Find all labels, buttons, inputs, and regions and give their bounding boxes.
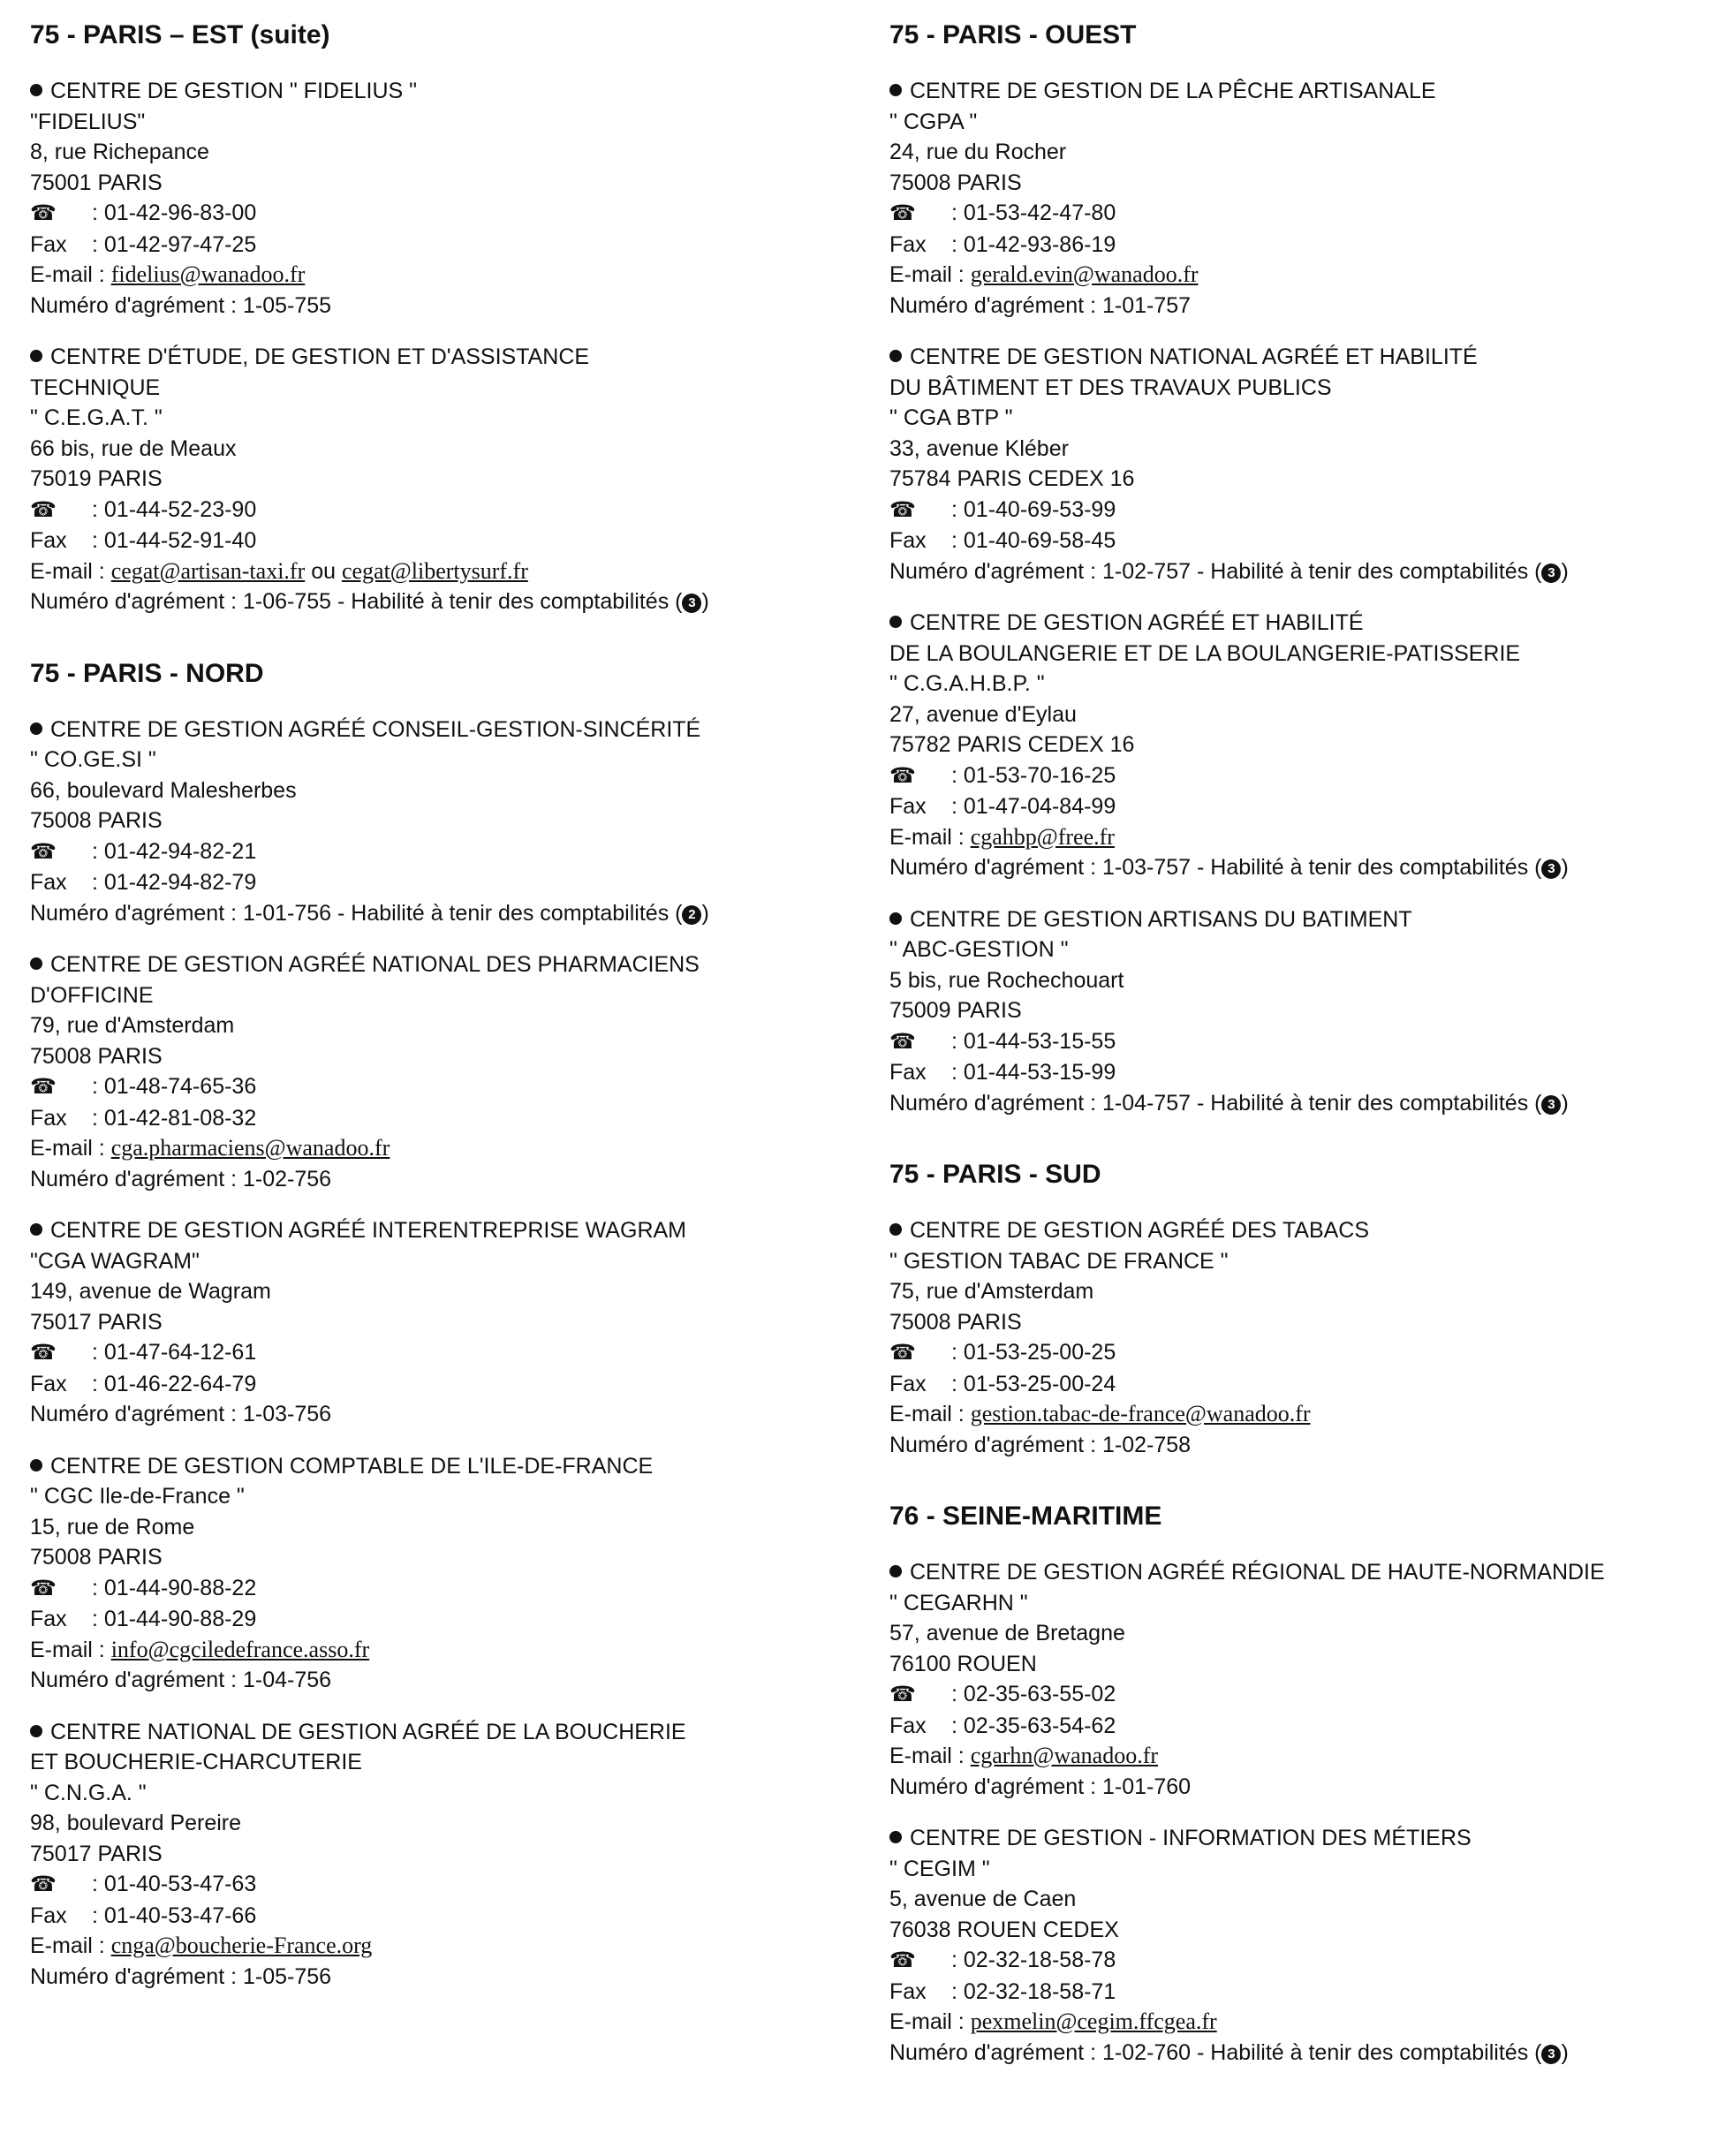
bullet-icon — [30, 1459, 42, 1471]
habilitation-note: - Habilité à tenir des comptabilités ( — [1191, 2039, 1542, 2065]
habilitation-note: - Habilité à tenir des comptabilités ( — [1191, 855, 1542, 880]
bullet-icon — [889, 616, 902, 628]
agrement-number: Numéro d'agrément : 1-02-757 — [889, 558, 1192, 584]
entry-name: CENTRE DE GESTION ARTISANS DU BATIMENT — [910, 906, 1412, 932]
entry-agrement-line — [30, 898, 860, 929]
section-title: 75 - PARIS - SUD — [889, 1160, 1101, 1189]
entry-address: 24, rue du Rocher — [889, 140, 1067, 164]
directory-entry — [889, 608, 1702, 883]
phone-icon: ☎ — [30, 839, 57, 864]
section — [30, 19, 860, 617]
email-link[interactable]: info@cgciledefrance.asso.fr — [110, 1636, 370, 1662]
entry-agrement-line — [30, 1399, 860, 1430]
entry-phone: : 01-48-74-65-36 — [92, 1074, 257, 1099]
phone-icon: ☎ — [889, 201, 916, 225]
entry-agrement-line — [889, 2038, 1702, 2069]
habilitation-close: ) — [701, 900, 709, 926]
entry-name-line — [30, 342, 860, 373]
entry-phone-line — [30, 836, 860, 868]
entry-fax: : 01-46-22-64-79 — [92, 1371, 257, 1396]
entry-abbreviation: " CEGARHN " — [889, 1590, 1028, 1615]
phone-icon: ☎ — [30, 201, 57, 225]
bullet-icon — [30, 84, 42, 96]
directory-entry — [889, 76, 1702, 321]
agrement-number: Numéro d'agrément : 1-03-757 — [889, 855, 1192, 880]
fax-label: Fax — [889, 1371, 927, 1396]
entry-name: CENTRE DE GESTION AGRÉÉ DES TABACS — [910, 1218, 1370, 1243]
entry-city: 75782 PARIS CEDEX 16 — [889, 732, 1135, 757]
entry-agrement-line — [30, 586, 860, 617]
email-link-secondary[interactable]: cegat@libertysurf.fr — [341, 557, 528, 584]
directory-entry — [889, 1823, 1702, 2068]
email-link[interactable]: gerald.evin@wanadoo.fr — [970, 261, 1199, 287]
entry-agrement-line — [889, 1088, 1702, 1119]
section — [889, 1159, 1702, 1460]
section — [889, 1501, 1702, 2068]
entry-address: 98, boulevard Pereire — [30, 1811, 242, 1835]
entry-phone-line — [889, 198, 1702, 230]
entry-name-line — [30, 373, 860, 404]
entry-abbreviation: " GESTION TABAC DE FRANCE " — [889, 1248, 1229, 1274]
section-title: 75 - PARIS - OUEST — [889, 20, 1137, 49]
entry-name: CENTRE DE GESTION AGRÉÉ RÉGIONAL DE HAUTE-NORMANDIE — [910, 1560, 1605, 1585]
entry-name: CENTRE DE GESTION AGRÉÉ ET HABILITÉ — [910, 610, 1364, 635]
fax-label: Fax — [889, 1060, 927, 1085]
entry-phone-line — [30, 1573, 860, 1605]
entry-phone-line — [30, 1869, 860, 1901]
entry-name-line — [30, 1747, 860, 1778]
directory-entry — [30, 1215, 860, 1430]
entry-abbreviation: " CO.GE.SI " — [30, 747, 156, 772]
entry-city: 75009 PARIS — [889, 998, 1022, 1023]
entry-city: 75001 PARIS — [30, 170, 163, 195]
email-link[interactable]: cegat@artisan-taxi.fr — [110, 557, 306, 584]
entry-phone: : 01-44-53-15-55 — [951, 1028, 1116, 1054]
phone-icon: ☎ — [30, 1872, 57, 1896]
entry-name: CENTRE D'ÉTUDE, DE GESTION ET D'ASSISTANCE — [50, 344, 590, 369]
entry-abbreviation: " CGPA " — [889, 109, 978, 134]
email-label: E-mail : — [889, 824, 971, 850]
bullet-icon — [889, 1223, 902, 1236]
entry-abbreviation: " CEGIM " — [889, 1856, 990, 1881]
agrement-number: Numéro d'agrément : 1-01-757 — [889, 292, 1192, 318]
entry-fax: : 01-44-52-91-40 — [92, 528, 257, 553]
agrement-number: Numéro d'agrément : 1-05-755 — [30, 292, 332, 318]
entry-fax: : 01-42-81-08-32 — [92, 1105, 257, 1131]
entry-name-line — [889, 639, 1702, 669]
email-label: E-mail : — [889, 262, 971, 287]
entry-abbreviation: " C.G.A.H.B.P. " — [889, 671, 1045, 696]
entry-fax-line — [30, 1604, 860, 1635]
bullet-icon — [30, 957, 42, 970]
entry-phone: : 02-32-18-58-78 — [951, 1948, 1116, 1972]
agrement-number: Numéro d'agrément : 1-01-760 — [889, 1774, 1192, 1799]
habilitation-close: ) — [701, 589, 709, 614]
entry-agrement-line — [889, 291, 1702, 322]
entry-fax-line — [889, 791, 1702, 822]
entry-email-line — [889, 1399, 1702, 1430]
entry-phone-line — [889, 1337, 1702, 1369]
directory-entry — [30, 1451, 860, 1696]
email-link[interactable]: cgarhn@wanadoo.fr — [970, 1743, 1159, 1768]
agrement-number: Numéro d'agrément : 1-04-757 — [889, 1090, 1192, 1116]
entry-agrement-line — [889, 852, 1702, 883]
entry-email-line — [889, 2007, 1702, 2038]
phone-icon: ☎ — [889, 1683, 916, 1706]
entry-phone: : 01-40-53-47-63 — [92, 1872, 257, 1896]
entry-name-line — [30, 980, 860, 1011]
entry-phone: : 01-42-96-83-00 — [92, 200, 257, 225]
entry-name-line — [889, 342, 1702, 373]
entry-fax-line — [30, 526, 860, 556]
entry-address: 66, boulevard Malesherbes — [30, 777, 297, 803]
entry-city: 75784 PARIS CEDEX 16 — [889, 466, 1135, 491]
directory-entry — [30, 715, 860, 929]
entry-fax: : 01-42-94-82-79 — [92, 870, 257, 895]
entry-name: ET BOUCHERIE-CHARCUTERIE — [30, 1750, 362, 1774]
phone-icon: ☎ — [30, 1075, 57, 1099]
email-label: E-mail : — [30, 1637, 111, 1662]
entry-name-line — [30, 715, 860, 745]
habilitation-close: ) — [1561, 1090, 1569, 1116]
entry-fax-line — [30, 230, 860, 261]
circled-number-badge: 3 — [1541, 564, 1561, 583]
entry-abbreviation: " ABC-GESTION " — [889, 937, 1069, 962]
entry-phone: : 01-40-69-53-99 — [951, 496, 1116, 522]
entry-name: CENTRE DE GESTION " FIDELIUS " — [50, 79, 418, 103]
entry-name-line — [889, 373, 1702, 404]
habilitation-note: - Habilité à tenir des comptabilités ( — [1191, 1090, 1542, 1116]
email-label: E-mail : — [30, 558, 111, 584]
entry-name-line — [30, 1717, 860, 1748]
right-column — [889, 19, 1702, 2089]
email-link[interactable]: cga.pharmaciens@wanadoo.fr — [110, 1135, 390, 1161]
phone-icon: ☎ — [889, 763, 916, 788]
circled-number-badge: 3 — [1541, 1095, 1561, 1115]
entry-city: 75008 PARIS — [30, 1043, 163, 1069]
habilitation-close: ) — [1561, 855, 1569, 880]
entry-name-line — [30, 1215, 860, 1246]
agrement-number: Numéro d'agrément : 1-04-756 — [30, 1668, 332, 1692]
entry-phone-line — [30, 198, 860, 230]
phone-icon: ☎ — [889, 1029, 916, 1054]
email-label: E-mail : — [30, 1136, 111, 1161]
email-label: E-mail : — [889, 1744, 971, 1768]
entry-fax: : 01-42-93-86-19 — [951, 231, 1116, 257]
section — [889, 19, 1702, 1118]
entry-address: 8, rue Richepance — [30, 140, 209, 164]
section — [30, 658, 860, 1993]
fax-label: Fax — [889, 528, 927, 553]
directory-entry — [30, 1717, 860, 1993]
entry-abbreviation: " CGA BTP " — [889, 405, 1013, 430]
agrement-number: Numéro d'agrément : 1-02-760 — [889, 2039, 1192, 2065]
entry-name: D'OFFICINE — [30, 982, 154, 1008]
entry-name: DE LA BOULANGERIE ET DE LA BOULANGERIE-PATISSERIE — [889, 640, 1521, 666]
bullet-icon — [889, 912, 902, 925]
entry-fax-line — [30, 1901, 860, 1932]
entry-phone: : 01-53-70-16-25 — [951, 762, 1116, 788]
entry-fax: : 01-42-97-47-25 — [92, 231, 257, 257]
email-separator: ou — [305, 558, 342, 584]
entry-city: 76038 ROUEN CEDEX — [889, 1917, 1119, 1942]
agrement-number: Numéro d'agrément : 1-02-756 — [30, 1166, 332, 1191]
entry-address: 79, rue d'Amsterdam — [30, 1013, 235, 1038]
email-link[interactable]: cgahbp@free.fr — [970, 823, 1115, 850]
entry-phone-line — [30, 495, 860, 526]
phone-icon: ☎ — [889, 1948, 916, 1972]
entry-name: DU BÂTIMENT ET DES TRAVAUX PUBLICS — [889, 374, 1332, 400]
entry-city: 75008 PARIS — [889, 1309, 1022, 1335]
entry-name: CENTRE DE GESTION AGRÉÉ NATIONAL DES PHARMACIENS — [50, 952, 700, 977]
phone-icon: ☎ — [30, 1576, 57, 1600]
entry-city: 75008 PARIS — [30, 1545, 163, 1570]
entry-fax: : 02-32-18-58-71 — [951, 1978, 1116, 2004]
bullet-icon — [30, 722, 42, 735]
entry-address: 27, avenue d'Eylau — [889, 701, 1077, 727]
fax-label: Fax — [889, 794, 927, 819]
bullet-icon — [30, 350, 42, 362]
entry-abbreviation: "CGA WAGRAM" — [30, 1248, 200, 1274]
email-label: E-mail : — [30, 262, 111, 287]
entry-fax-line — [30, 1103, 860, 1134]
entry-phone: : 01-53-25-00-25 — [951, 1340, 1116, 1365]
entry-address: 149, avenue de Wagram — [30, 1279, 271, 1304]
entry-phone: : 01-44-90-88-22 — [92, 1575, 257, 1600]
entry-name-line — [30, 949, 860, 980]
entry-address: 33, avenue Kléber — [889, 435, 1069, 461]
fax-label: Fax — [30, 870, 67, 895]
entry-name: CENTRE DE GESTION AGRÉÉ CONSEIL-GESTION-SINCÉRITÉ — [50, 716, 701, 742]
entry-phone-line — [889, 1026, 1702, 1058]
habilitation-note: - Habilité à tenir des comptabilités ( — [331, 589, 683, 614]
directory-entry — [889, 1557, 1702, 1802]
fax-label: Fax — [30, 1903, 67, 1928]
email-link[interactable]: fidelius@wanadoo.fr — [110, 261, 306, 287]
entry-name-line — [889, 76, 1702, 107]
entry-phone: : 01-44-52-23-90 — [92, 496, 257, 522]
entry-address: 75, rue d'Amsterdam — [889, 1279, 1094, 1304]
entry-fax: : 01-40-69-58-45 — [951, 528, 1116, 553]
email-link[interactable]: gestion.tabac-de-france@wanadoo.fr — [970, 1401, 1311, 1426]
entry-email-line — [30, 1635, 860, 1666]
entry-email-line — [30, 1931, 860, 1962]
bullet-icon — [889, 1565, 902, 1577]
entry-city: 75017 PARIS — [30, 1841, 163, 1866]
entry-name: CENTRE DE GESTION NATIONAL AGRÉÉ ET HABILITÉ — [910, 344, 1478, 369]
entry-fax: : 01-47-04-84-99 — [951, 794, 1116, 819]
entry-name: CENTRE DE GESTION COMPTABLE DE L'ILE-DE-FRANCE — [50, 1453, 654, 1479]
section-title: 75 - PARIS – EST (suite) — [30, 20, 330, 49]
circled-number-badge: 3 — [1541, 2045, 1561, 2064]
entry-email-line — [30, 260, 860, 291]
entry-email-line — [889, 1741, 1702, 1772]
entry-address: 15, rue de Rome — [30, 1514, 195, 1539]
agrement-number: Numéro d'agrément : 1-02-758 — [889, 1432, 1192, 1457]
entry-phone: : 02-35-63-55-02 — [951, 1682, 1116, 1706]
entry-address: 66 bis, rue de Meaux — [30, 435, 237, 461]
bullet-icon — [889, 84, 902, 96]
entry-fax-line — [889, 1977, 1702, 2008]
entry-fax-line — [889, 1711, 1702, 1742]
email-label: E-mail : — [30, 1933, 111, 1958]
entry-phone: : 01-53-42-47-80 — [951, 200, 1116, 225]
entry-fax: : 02-35-63-54-62 — [951, 1713, 1116, 1738]
entry-phone-line — [889, 495, 1702, 526]
entry-email-line — [30, 1133, 860, 1164]
phone-icon: ☎ — [889, 1341, 916, 1365]
entry-agrement-line — [889, 1772, 1702, 1803]
fax-label: Fax — [30, 1105, 67, 1131]
directory-entry — [889, 342, 1702, 586]
fax-label: Fax — [30, 1607, 67, 1631]
entry-abbreviation: "FIDELIUS" — [30, 109, 146, 134]
entry-name: TECHNIQUE — [30, 374, 161, 400]
email-label: E-mail : — [889, 1402, 971, 1426]
entry-fax-line — [889, 230, 1702, 261]
entry-agrement-line — [889, 556, 1702, 587]
entry-address: 57, avenue de Bretagne — [889, 1621, 1125, 1645]
entry-agrement-line — [30, 1164, 860, 1195]
entry-agrement-line — [30, 1665, 860, 1696]
email-link[interactable]: pexmelin@cegim.ffcgea.fr — [970, 2008, 1217, 2034]
section-title: 76 - SEINE-MARITIME — [889, 1502, 1162, 1531]
directory-entry — [30, 76, 860, 321]
entry-phone: : 01-47-64-12-61 — [92, 1340, 257, 1365]
agrement-number: Numéro d'agrément : 1-01-756 — [30, 900, 332, 926]
fax-label: Fax — [30, 231, 67, 257]
entry-address: 5, avenue de Caen — [889, 1887, 1077, 1911]
directory-entry — [889, 904, 1702, 1119]
entry-name-line — [30, 76, 860, 107]
entry-name: CENTRE NATIONAL DE GESTION AGRÉÉ DE LA BOUCHERIE — [50, 1719, 686, 1744]
left-column — [30, 19, 860, 2013]
directory-entry — [30, 949, 860, 1194]
fax-label: Fax — [889, 1713, 927, 1738]
entry-fax-line — [889, 526, 1702, 556]
entry-email-line — [30, 556, 860, 587]
habilitation-note: - Habilité à tenir des comptabilités ( — [331, 900, 683, 926]
circled-number-badge: 3 — [1541, 859, 1561, 879]
entry-agrement-line — [30, 1962, 860, 1993]
entry-fax-line — [889, 1369, 1702, 1400]
entry-fax: : 01-53-25-00-24 — [951, 1371, 1116, 1396]
entry-phone-line — [30, 1071, 860, 1103]
entry-name-line — [30, 1451, 860, 1482]
bullet-icon — [30, 1223, 42, 1236]
entry-name-line — [889, 1557, 1702, 1588]
agrement-number: Numéro d'agrément : 1-06-755 — [30, 589, 332, 614]
section-title: 75 - PARIS - NORD — [30, 658, 264, 688]
entry-agrement-line — [30, 291, 860, 322]
phone-icon: ☎ — [889, 497, 916, 522]
entry-fax-line — [30, 1369, 860, 1400]
entry-abbreviation: " C.N.G.A. " — [30, 1780, 147, 1805]
entry-fax: : 01-44-53-15-99 — [951, 1060, 1116, 1085]
entry-fax-line — [30, 867, 860, 898]
entry-name-line — [889, 1215, 1702, 1246]
fax-label: Fax — [30, 1371, 67, 1396]
habilitation-close: ) — [1561, 2039, 1569, 2065]
email-label: E-mail : — [889, 2009, 971, 2034]
entry-fax: : 01-44-90-88-29 — [92, 1607, 257, 1631]
entry-phone-line — [889, 1679, 1702, 1711]
entry-agrement-line — [889, 1430, 1702, 1461]
entry-name-line — [889, 1823, 1702, 1854]
directory-entry — [30, 342, 860, 617]
entry-phone-line — [889, 1945, 1702, 1977]
circled-number-badge: 3 — [682, 594, 701, 613]
entry-phone: : 01-42-94-82-21 — [92, 838, 257, 864]
entry-city: 75017 PARIS — [30, 1309, 163, 1335]
fax-label: Fax — [889, 1978, 927, 2004]
habilitation-close: ) — [1561, 558, 1569, 584]
entry-fax-line — [889, 1057, 1702, 1088]
agrement-number: Numéro d'agrément : 1-03-756 — [30, 1402, 332, 1426]
entry-fax: : 01-40-53-47-66 — [92, 1903, 257, 1928]
entry-city: 76100 ROUEN — [889, 1651, 1037, 1676]
entry-name-line — [889, 904, 1702, 935]
entry-email-line — [889, 822, 1702, 853]
entry-abbreviation: " CGC Ile-de-France " — [30, 1484, 245, 1509]
entry-name: CENTRE DE GESTION AGRÉÉ INTERENTREPRISE WAGRAM — [50, 1218, 686, 1243]
email-link[interactable]: cnga@boucherie-France.org — [110, 1933, 373, 1958]
agrement-number: Numéro d'agrément : 1-05-756 — [30, 1963, 332, 1989]
phone-icon: ☎ — [30, 497, 57, 522]
entry-city: 75008 PARIS — [889, 170, 1022, 195]
entry-abbreviation: " C.E.G.A.T. " — [30, 405, 163, 430]
entry-name: CENTRE DE GESTION DE LA PÊCHE ARTISANALE — [910, 79, 1436, 103]
bullet-icon — [889, 1831, 902, 1843]
bullet-icon — [30, 1725, 42, 1737]
phone-icon: ☎ — [30, 1341, 57, 1365]
entry-address: 5 bis, rue Rochechouart — [889, 967, 1124, 993]
entry-email-line — [889, 260, 1702, 291]
fax-label: Fax — [889, 231, 927, 257]
entry-name-line — [889, 608, 1702, 639]
directory-entry — [889, 1215, 1702, 1460]
habilitation-note: - Habilité à tenir des comptabilités ( — [1191, 558, 1542, 584]
circled-number-badge: 2 — [682, 905, 701, 925]
bullet-icon — [889, 350, 902, 362]
entry-city: 75008 PARIS — [30, 808, 163, 833]
entry-phone-line — [30, 1337, 860, 1369]
entry-city: 75019 PARIS — [30, 466, 163, 491]
entry-phone-line — [889, 760, 1702, 792]
fax-label: Fax — [30, 528, 67, 553]
entry-name: CENTRE DE GESTION - INFORMATION DES MÉTIERS — [910, 1826, 1472, 1850]
